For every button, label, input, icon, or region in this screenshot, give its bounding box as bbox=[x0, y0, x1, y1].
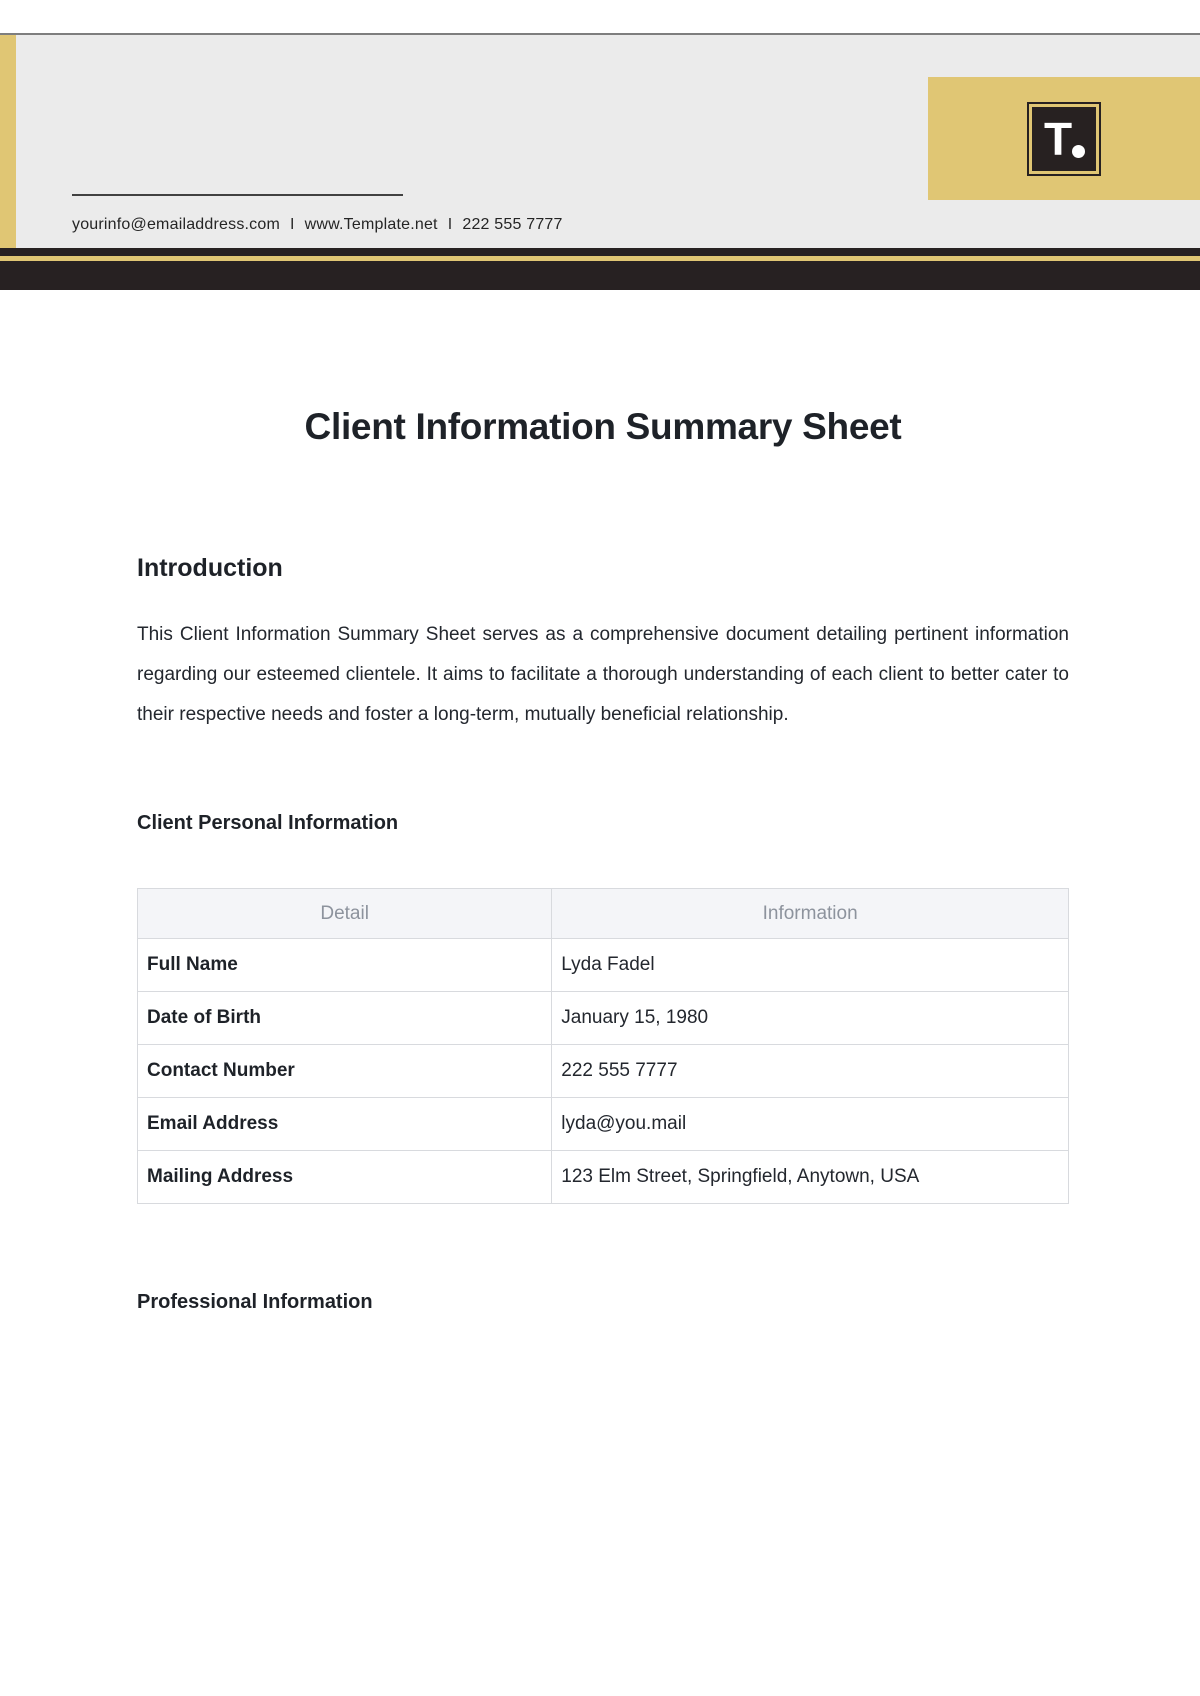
table-row bbox=[138, 939, 1069, 992]
client-personal-information-table bbox=[137, 888, 1069, 1204]
row-label-full-name: Full Name bbox=[138, 939, 552, 992]
contact-separator: I bbox=[447, 216, 453, 233]
introduction-paragraph: This Client Information Summary Sheet serves as a comprehensive document detailing pertinent information regarding our esteemed clientele. It aims to facilitate a thorough understanding of each client to better cater to their respective needs and foster a long-term, mutually beneficial relationship. bbox=[137, 624, 1069, 725]
contact-separator: I bbox=[290, 216, 295, 233]
column-header-detail: Detail bbox=[138, 889, 552, 939]
row-value-contact-number: 222 555 7777 bbox=[552, 1045, 1069, 1098]
introduction-heading: Introduction bbox=[137, 554, 283, 582]
row-label-contact-number: Contact Number bbox=[138, 1045, 552, 1098]
top-white-margin bbox=[0, 0, 1200, 33]
table-row bbox=[138, 992, 1069, 1045]
contact-phone: 222 555 7777 bbox=[462, 216, 563, 233]
table-row bbox=[138, 1151, 1069, 1204]
row-label-date-of-birth: Date of Birth bbox=[138, 992, 552, 1045]
header-black-bar bbox=[0, 261, 1200, 290]
row-value-mailing-address: 123 Elm Street, Springfield, Anytown, USA bbox=[552, 1151, 1069, 1204]
contact-website: www.Template.net bbox=[304, 216, 438, 233]
row-value-date-of-birth: January 15, 1980 bbox=[552, 992, 1069, 1045]
header-dark-strip bbox=[0, 248, 1200, 256]
column-header-information: Information bbox=[552, 889, 1069, 939]
page-title: Client Information Summary Sheet bbox=[304, 406, 902, 447]
row-label-email-address: Email Address bbox=[138, 1098, 552, 1151]
row-label-mailing-address: Mailing Address bbox=[138, 1151, 552, 1204]
row-value-email-address: lyda@you.mail bbox=[552, 1098, 1069, 1151]
logo-gold-box bbox=[928, 77, 1200, 200]
table-row bbox=[138, 1098, 1069, 1151]
contact-info-line bbox=[72, 216, 563, 234]
header-band bbox=[0, 35, 1200, 248]
logo-letter: T bbox=[1043, 112, 1073, 165]
brand-logo bbox=[1029, 104, 1099, 174]
table-row bbox=[138, 1045, 1069, 1098]
logo-dot-icon bbox=[1072, 145, 1085, 158]
professional-information-heading: Professional Information bbox=[137, 1291, 373, 1313]
contact-block bbox=[72, 194, 563, 234]
table-header-row bbox=[138, 889, 1069, 939]
gold-left-stripe bbox=[0, 35, 16, 248]
contact-email: yourinfo@emailaddress.com bbox=[72, 216, 280, 233]
document-content bbox=[137, 405, 1069, 1314]
personal-information-heading: Client Personal Information bbox=[137, 812, 399, 834]
row-value-full-name: Lyda Fadel bbox=[552, 939, 1069, 992]
contact-divider-line bbox=[72, 194, 403, 196]
